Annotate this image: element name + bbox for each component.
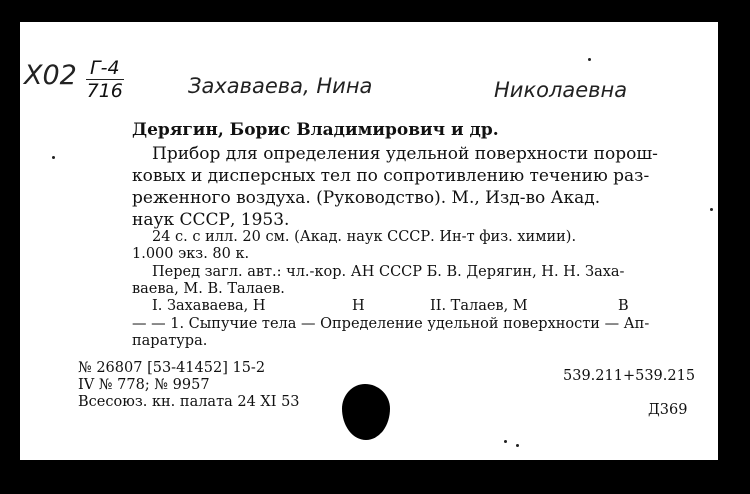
- dust-speck: [588, 58, 591, 61]
- tracing-name-1: I. Захаваева, Н: [152, 298, 266, 314]
- dust-speck: [52, 156, 55, 159]
- tracing-name-2: II. Талаев, М: [430, 298, 528, 314]
- catalog-card: [20, 22, 718, 460]
- tracing-initial-1: Н: [352, 298, 365, 314]
- dust-speck: [504, 440, 507, 443]
- physical-line: 1.000 экз. 80 к.: [132, 246, 250, 262]
- title-line: реженного воздуха. (Руководство). М., Изд-во Акад.: [132, 188, 601, 208]
- subject-tracing-line: — — 1. Сыпучие тела — Определение удельной поверхности — Ап-: [132, 316, 650, 332]
- classification-index: 539.211+539.215: [563, 368, 696, 384]
- fraction-bottom: 716: [86, 80, 123, 102]
- handwritten-name-part2: Николаевна: [494, 78, 628, 102]
- punch-hole: [342, 384, 390, 440]
- title-line: наук СССР, 1953.: [132, 210, 290, 230]
- tracing-initial-2: В: [618, 298, 629, 314]
- fraction-top: Г-4: [86, 58, 124, 80]
- footer-inventory: IV № 778; № 9957: [78, 377, 210, 393]
- physical-line: 24 с. с илл. 20 см. (Акад. наук СССР. Ин-т физ. химии).: [152, 229, 577, 245]
- catalog-code: Д369: [648, 402, 688, 418]
- title-line: Прибор для определения удельной поверхности порош-: [152, 144, 658, 164]
- footer-chamber: Всесоюз. кн. палата 24 XI 53: [78, 394, 300, 410]
- shelf-mark: Х02: [24, 60, 77, 91]
- title-line: ковых и дисперсных тел по сопротивлению течению раз-: [132, 166, 650, 186]
- author-heading: Дерягин, Борис Владимирович и др.: [132, 120, 499, 140]
- handwritten-name-part1: Захаваева, Нина: [188, 74, 373, 98]
- note-line: Перед загл. авт.: чл.-кор. АН СССР Б. В. Дерягин, Н. Н. Заха-: [152, 264, 625, 280]
- dust-speck: [516, 444, 519, 447]
- footer-record-number: № 26807 [53-41452] 15-2: [78, 360, 266, 376]
- subject-tracing-line: паратура.: [132, 333, 208, 349]
- shelf-fraction: [86, 58, 124, 102]
- note-line: ваева, М. В. Талаев.: [132, 281, 285, 297]
- dust-speck: [710, 208, 713, 211]
